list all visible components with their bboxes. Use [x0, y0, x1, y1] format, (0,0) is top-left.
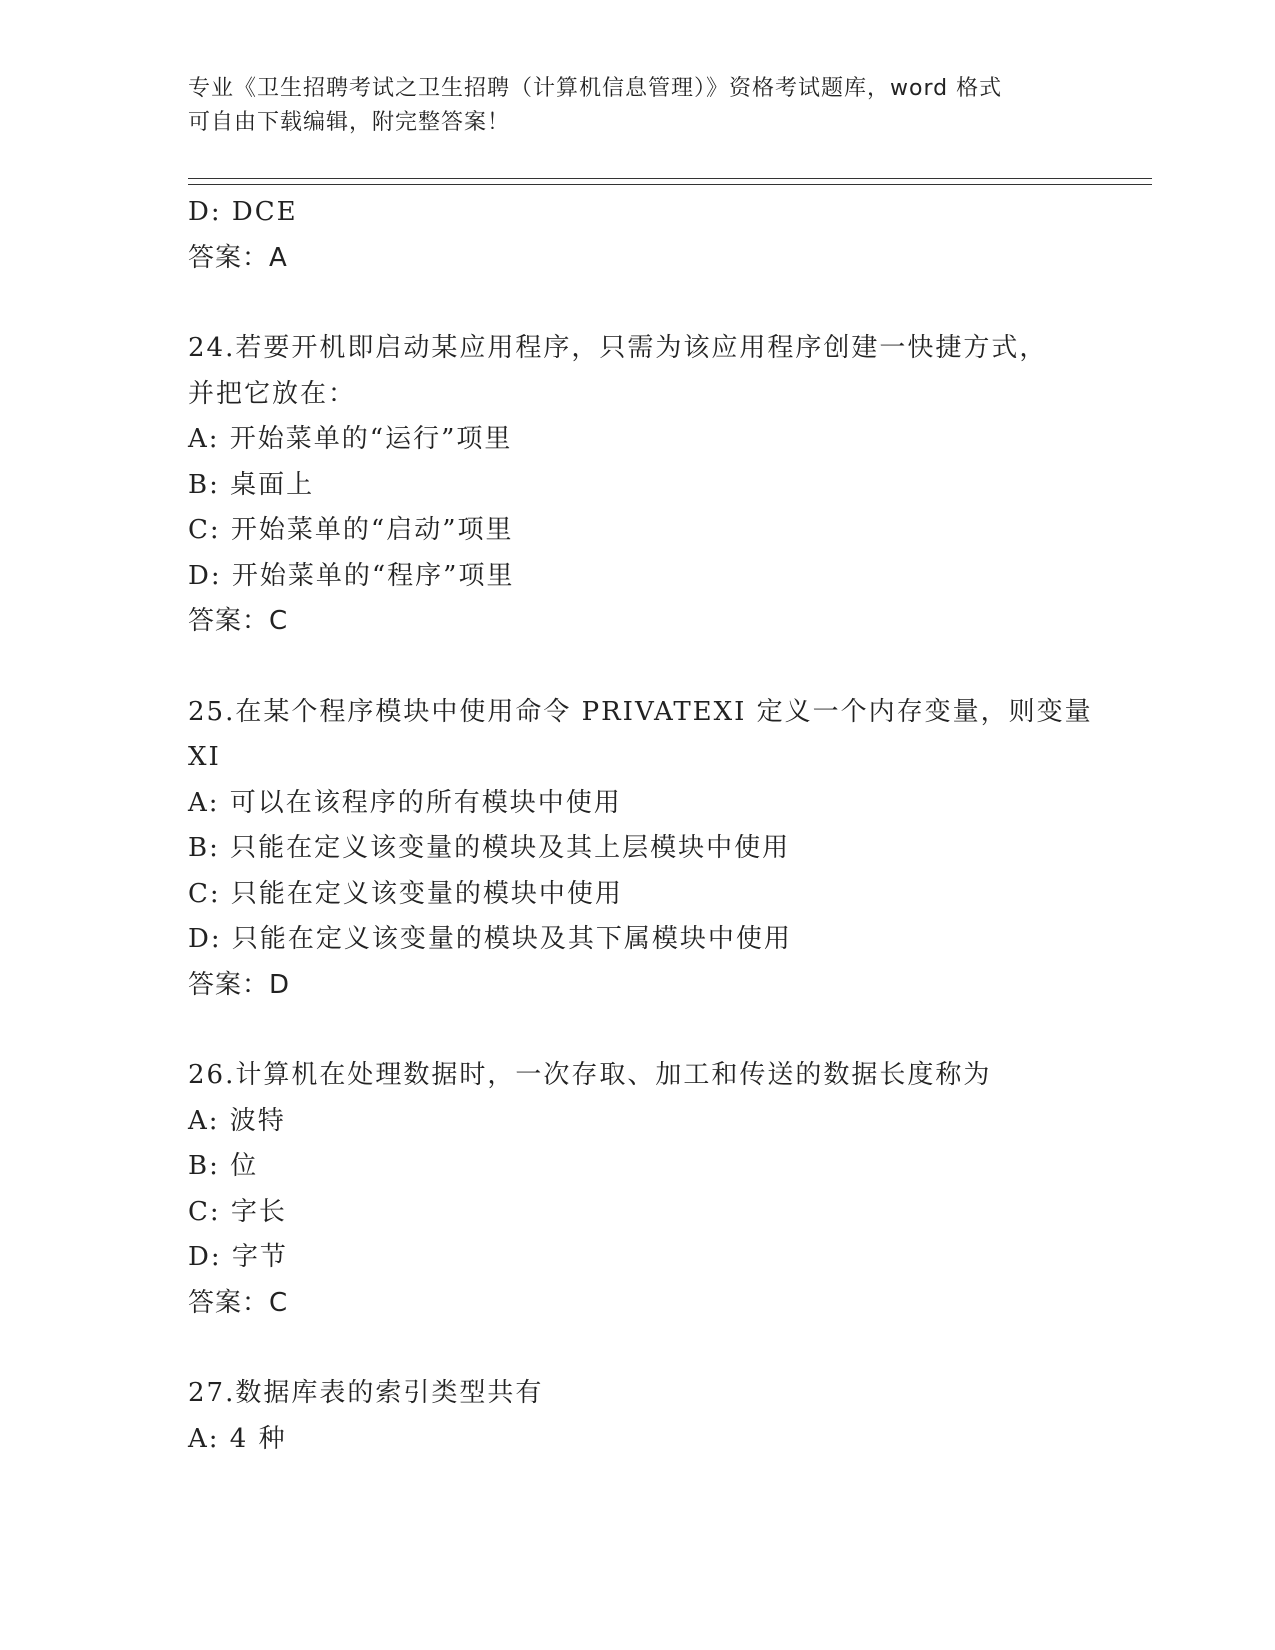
option-a: A: 可以在该程序的所有模块中使用: [188, 787, 622, 818]
question-stem: 并把它放在：: [188, 378, 357, 409]
question-27: [188, 1371, 1088, 1462]
page-header: [188, 72, 1088, 140]
carryover-question-end: [188, 190, 1088, 281]
answer-line: 答案：C: [188, 1287, 289, 1318]
question-stem: 27.数据库表的索引类型共有: [188, 1378, 544, 1408]
option-c: C: 字长: [188, 1196, 287, 1227]
question-stem: XI: [188, 742, 221, 772]
question-content: [188, 190, 1093, 1462]
header-divider: [188, 178, 1152, 185]
option-c: C: 开始菜单的“启动”项里: [188, 515, 514, 545]
option-d: D: 只能在定义该变量的模块及其下属模块中使用: [188, 924, 792, 954]
header-line-2: 可自由下载编辑，附完整答案！: [188, 110, 511, 135]
option-b: B: 位: [188, 1151, 259, 1181]
question-25: [188, 690, 1093, 1009]
option-c: C: 只能在定义该变量的模块中使用: [188, 878, 623, 909]
option-b: B: 只能在定义该变量的模块及其上层模块中使用: [188, 833, 791, 863]
option-a: A: 4 种: [188, 1423, 287, 1454]
header-line-1: 专业《卫生招聘考试之卫生招聘（计算机信息管理）》资格考试题库，word 格式: [188, 76, 1003, 101]
option-d: D: DCE: [188, 197, 298, 227]
answer-line: 答案：C: [188, 606, 289, 636]
option-d: D: 开始菜单的“程序”项里: [188, 560, 515, 591]
answer-line: 答案：D: [188, 969, 291, 1000]
option-a: A: 波特: [188, 1105, 286, 1136]
option-d: D: 字节: [188, 1242, 288, 1272]
answer-line: 答案：A: [188, 242, 288, 273]
question-stem: 26.计算机在处理数据时，一次存取、加工和传送的数据长度称为: [188, 1060, 992, 1090]
option-b: B: 桌面上: [188, 469, 315, 500]
question-stem: 25.在某个程序模块中使用命令 PRIVATEXI 定义一个内存变量，则变量: [188, 696, 1093, 727]
question-24: [188, 326, 1088, 645]
option-a: A: 开始菜单的“运行”项里: [188, 424, 513, 454]
question-26: [188, 1053, 1088, 1326]
question-stem: 24.若要开机即启动某应用程序，只需为该应用程序创建一快捷方式，: [188, 333, 1048, 363]
